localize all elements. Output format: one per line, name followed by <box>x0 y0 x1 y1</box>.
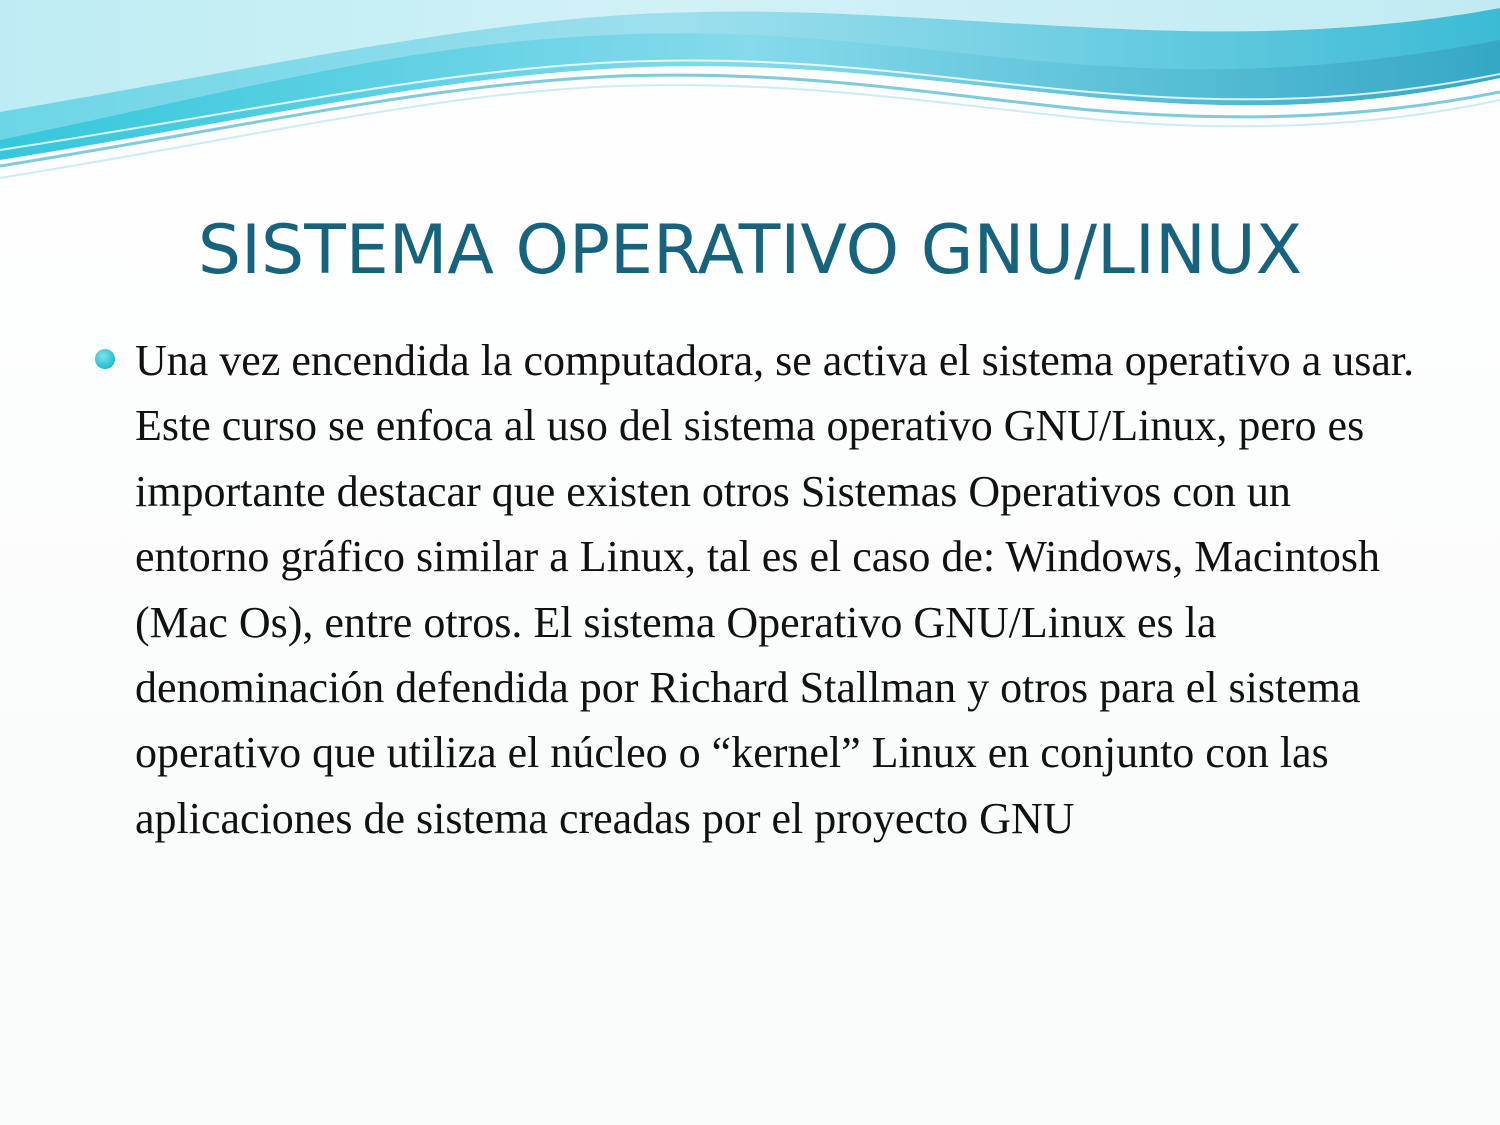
bullet-dot-icon <box>95 349 115 369</box>
decorative-wave-header <box>0 0 1500 190</box>
slide-body <box>95 328 1425 851</box>
bullet-text: Una vez encendida la computadora, se activa el sistema operativo a usar. Este curso se enfoca al uso del sistema operativo GNU/Linux, pero es importante destacar que existen otros Sistemas Operativos con un entorno gráfico similar a Linux, tal es el caso de: Windows, Macintosh (Mac Os), entre otros. El sistema Operativo GNU/Linux es la denominación defendida por Richard Stallman y otros para el sistema operativo que utiliza el núcleo o “kernel” Linux en conjunto con las aplicaciones de sistema creadas por el proyecto GNU <box>135 336 1415 843</box>
slide-title: SISTEMA OPERATIVO GNU/LINUX <box>197 211 1303 290</box>
bullet-item <box>95 328 1425 851</box>
